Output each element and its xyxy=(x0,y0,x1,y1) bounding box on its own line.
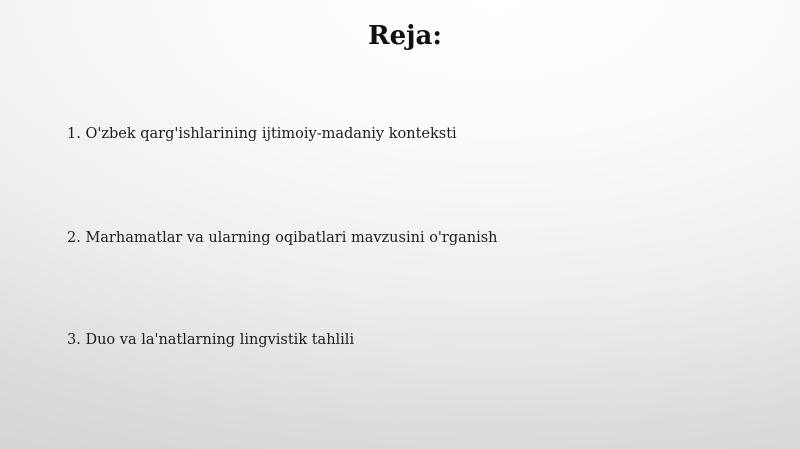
plan-item-1: 1. O'zbek qarg'ishlarining ijtimoiy-madaniy konteksti xyxy=(67,126,457,142)
plan-item-2: 2. Marhamatlar va ularning oqibatlari mavzusini o'rganish xyxy=(67,230,498,246)
slide-title: Reja: xyxy=(367,21,442,51)
plan-item-3: 3. Duo va la'natlarning lingvistik tahlili xyxy=(67,332,355,348)
